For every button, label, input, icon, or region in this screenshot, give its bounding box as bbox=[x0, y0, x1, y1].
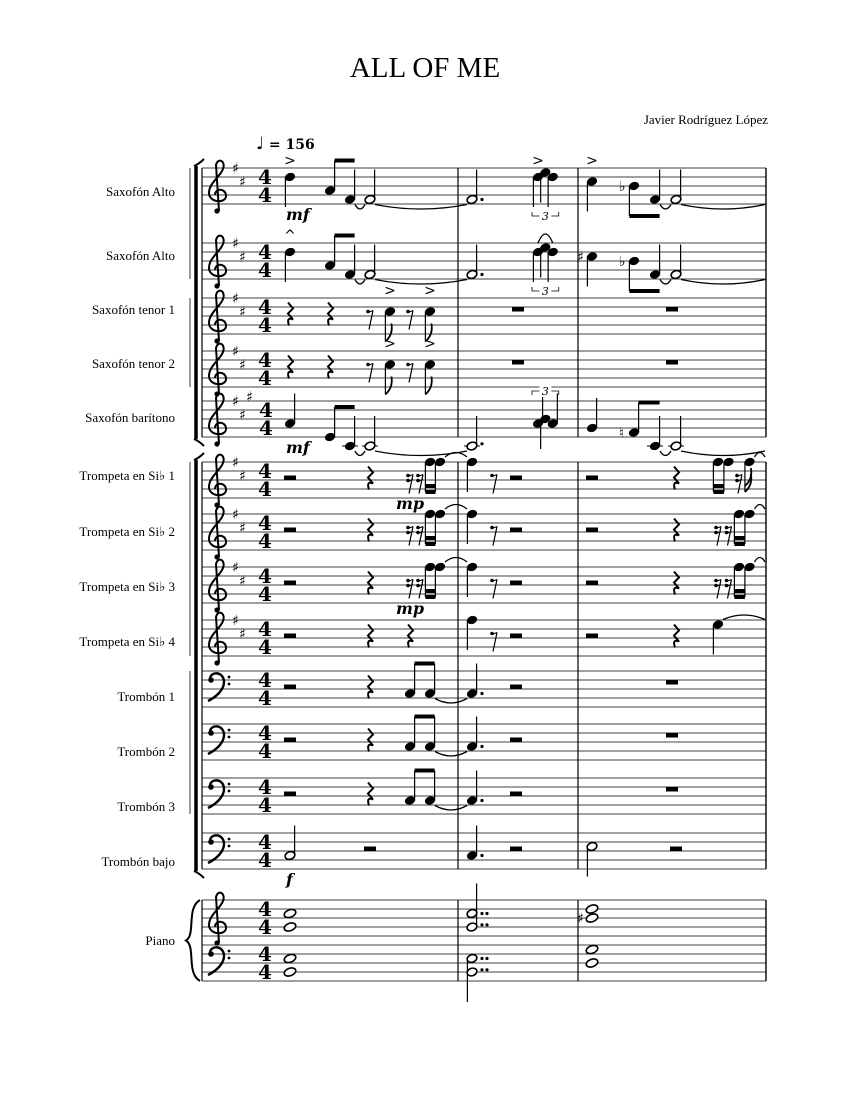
time-signature: 4 bbox=[258, 915, 272, 939]
accent-icon: > bbox=[586, 153, 598, 169]
key-signature-sharp-icon: ♯ bbox=[232, 344, 239, 360]
note-flag bbox=[385, 377, 391, 395]
tie bbox=[435, 806, 467, 811]
quarter-rest-icon bbox=[368, 519, 373, 542]
quarter-rest-icon bbox=[328, 303, 333, 326]
augmentation-dot bbox=[485, 912, 488, 915]
bass-clef-icon bbox=[208, 951, 214, 957]
tie bbox=[660, 205, 671, 210]
augmentation-dot bbox=[480, 968, 483, 971]
key-signature-sharp-icon: ♯ bbox=[239, 626, 246, 643]
key-signature-sharp-icon: ♯ bbox=[232, 560, 239, 576]
instrument-label: Trombón bajo bbox=[101, 854, 175, 869]
key-signature-sharp-icon: ♯ bbox=[239, 304, 246, 321]
half-rest-icon bbox=[510, 476, 522, 481]
treble-clef-icon bbox=[214, 208, 219, 213]
whole-rest-icon bbox=[666, 733, 678, 738]
staff bbox=[202, 385, 766, 457]
half-rest-icon bbox=[364, 847, 376, 852]
staff bbox=[202, 613, 766, 666]
half-rest-icon bbox=[284, 792, 296, 797]
quarter-rest-icon bbox=[368, 467, 373, 490]
half-rest-icon bbox=[586, 581, 598, 586]
staff bbox=[202, 717, 766, 764]
instrument-label: Trompeta en Si♭ 4 bbox=[79, 634, 175, 649]
note-head bbox=[585, 944, 599, 955]
staff bbox=[202, 336, 766, 397]
half-rest-icon bbox=[284, 476, 296, 481]
accent-icon: > bbox=[424, 336, 436, 352]
augmentation-dot bbox=[480, 912, 483, 915]
note-head bbox=[283, 921, 297, 932]
quarter-rest-icon bbox=[328, 356, 333, 379]
piano-brace bbox=[186, 900, 200, 981]
time-signature: 4 bbox=[258, 477, 272, 501]
half-rest-icon bbox=[510, 792, 522, 797]
tuplet-number: 3 bbox=[541, 285, 549, 298]
instrument-label: Trompeta en Si♭ 2 bbox=[79, 524, 175, 539]
half-rest-icon bbox=[284, 581, 296, 586]
rest-stem bbox=[409, 580, 413, 599]
quarter-rest-icon bbox=[368, 625, 373, 648]
time-signature: 4 bbox=[258, 686, 272, 710]
half-rest-icon bbox=[510, 528, 522, 533]
tie bbox=[355, 205, 365, 210]
rest-stem bbox=[409, 527, 413, 546]
instrument-label: Saxofón Alto bbox=[106, 248, 175, 263]
tie bbox=[435, 752, 467, 757]
key-signature-sharp-icon: ♯ bbox=[232, 236, 239, 252]
time-signature: 4 bbox=[258, 739, 272, 763]
key-signature-sharp-icon: ♯ bbox=[232, 291, 239, 307]
time-signature: 4 bbox=[258, 295, 272, 319]
bass-clef-dot bbox=[228, 683, 231, 686]
bass-clef-dot bbox=[228, 729, 231, 732]
time-signature: 4 bbox=[259, 398, 273, 422]
bracket-hook bbox=[194, 871, 204, 878]
tie bbox=[681, 205, 765, 210]
accidental-icon: ♯ bbox=[577, 911, 584, 927]
rest-stem bbox=[738, 475, 742, 494]
rest-stem bbox=[717, 527, 721, 546]
instrument-label: Saxofón Alto bbox=[106, 184, 175, 199]
tie bbox=[445, 558, 467, 563]
accidental-icon: ♮ bbox=[619, 425, 625, 442]
bass-clef-dot bbox=[228, 845, 231, 848]
rest-stem bbox=[493, 633, 497, 652]
instrument-label: Saxofón tenor 2 bbox=[91, 356, 175, 371]
time-signature: 4 bbox=[258, 529, 272, 553]
tie bbox=[755, 558, 766, 563]
instrument-label: Saxofón barítono bbox=[85, 410, 175, 425]
rest-stem bbox=[419, 527, 423, 546]
treble-clef-icon bbox=[214, 660, 219, 665]
quarter-rest-icon bbox=[408, 625, 413, 648]
tie bbox=[660, 280, 671, 285]
bass-clef-icon bbox=[208, 677, 214, 683]
key-signature-sharp-icon: ♯ bbox=[232, 613, 239, 629]
tempo-value: = 156 bbox=[268, 137, 315, 153]
key-signature-sharp-icon: ♯ bbox=[232, 455, 239, 471]
dynamic-marking: mp bbox=[396, 599, 425, 618]
bass-clef-icon bbox=[208, 839, 214, 845]
half-rest-icon bbox=[510, 581, 522, 586]
tuplet-number: 3 bbox=[541, 210, 549, 223]
half-rest-icon bbox=[670, 847, 682, 852]
accidental-icon: ♭ bbox=[619, 254, 626, 270]
staff bbox=[202, 505, 766, 560]
bracket-hook bbox=[194, 439, 204, 446]
tie bbox=[355, 451, 365, 456]
time-signature: 4 bbox=[258, 793, 272, 817]
whole-rest-icon bbox=[512, 307, 524, 312]
tie bbox=[755, 505, 766, 510]
staff bbox=[202, 228, 766, 298]
key-signature-sharp-icon: ♯ bbox=[239, 407, 246, 424]
time-signature: 4 bbox=[258, 942, 272, 966]
half-rest-icon bbox=[586, 634, 598, 639]
tie bbox=[681, 280, 765, 285]
augmentation-dot bbox=[480, 923, 483, 926]
note-head bbox=[585, 903, 599, 914]
time-signature: 4 bbox=[258, 775, 272, 799]
time-signature: 4 bbox=[258, 617, 272, 641]
accent-icon: > bbox=[384, 336, 396, 352]
accent-icon: > bbox=[284, 153, 296, 169]
key-signature-sharp-icon: ♯ bbox=[232, 394, 239, 410]
quarter-rest-icon bbox=[674, 467, 679, 490]
marcato-icon: ^ bbox=[284, 228, 296, 244]
tie bbox=[723, 615, 765, 620]
whole-rest-icon bbox=[666, 360, 678, 365]
half-rest-icon bbox=[510, 634, 522, 639]
quarter-rest-icon bbox=[288, 303, 293, 326]
accidental-icon: ♯ bbox=[577, 249, 584, 266]
quarter-rest-icon bbox=[288, 356, 293, 379]
time-signature: 4 bbox=[258, 830, 272, 854]
quarter-rest-icon bbox=[368, 676, 373, 699]
time-signature: 4 bbox=[258, 635, 272, 659]
instrument-label: Saxofón tenor 1 bbox=[91, 302, 175, 317]
tie bbox=[355, 280, 365, 285]
time-signature: 4 bbox=[258, 668, 272, 692]
bass-clef-dot bbox=[228, 676, 231, 679]
rest-stem bbox=[419, 475, 423, 494]
instrument-label: Trompeta en Si♭ 1 bbox=[79, 468, 175, 483]
bass-clef-icon bbox=[208, 730, 214, 736]
staff bbox=[202, 453, 766, 514]
key-signature-sharp-icon: ♯ bbox=[239, 573, 246, 590]
augmentation-dot bbox=[480, 273, 483, 276]
tie bbox=[445, 505, 467, 510]
rest-stem bbox=[728, 527, 732, 546]
instrument-label: Trombón 1 bbox=[117, 689, 175, 704]
key-signature-sharp-icon: ♯ bbox=[239, 520, 246, 537]
augmentation-dot bbox=[480, 799, 483, 802]
accent-icon: > bbox=[532, 153, 544, 169]
accent-icon: > bbox=[384, 283, 396, 299]
instrument-label: Trombón 2 bbox=[117, 744, 175, 759]
treble-clef-icon bbox=[214, 441, 219, 446]
note-flag bbox=[425, 377, 431, 395]
key-signature-sharp-icon: ♯ bbox=[232, 161, 239, 177]
key-signature-sharp-icon: ♯ bbox=[239, 174, 246, 191]
quarter-rest-icon bbox=[674, 519, 679, 542]
staff bbox=[202, 884, 766, 946]
rest-stem bbox=[369, 364, 373, 383]
half-rest-icon bbox=[510, 738, 522, 743]
dynamic-marking: mf bbox=[286, 205, 310, 224]
whole-rest-icon bbox=[666, 307, 678, 312]
quarter-rest-icon bbox=[674, 625, 679, 648]
tie bbox=[660, 451, 671, 456]
accidental-icon: ♭ bbox=[619, 179, 626, 195]
augmentation-dot bbox=[480, 854, 483, 857]
rest-stem bbox=[717, 580, 721, 599]
rest-stem bbox=[369, 311, 373, 330]
slur bbox=[538, 234, 553, 243]
rest-stem bbox=[419, 580, 423, 599]
note-head bbox=[585, 957, 599, 968]
instrument-label: Trompeta en Si♭ 3 bbox=[79, 579, 175, 594]
time-signature: 4 bbox=[258, 459, 272, 483]
quarter-rest-icon bbox=[368, 729, 373, 752]
tuplet-number: 3 bbox=[541, 385, 549, 398]
quarter-rest-icon bbox=[368, 783, 373, 806]
instrument-label: Piano bbox=[145, 933, 175, 948]
half-rest-icon bbox=[586, 528, 598, 533]
rest-stem bbox=[728, 580, 732, 599]
time-signature: 4 bbox=[258, 960, 272, 984]
key-signature-sharp-icon: ♯ bbox=[239, 468, 246, 485]
time-signature: 4 bbox=[258, 564, 272, 588]
rest-stem bbox=[493, 475, 497, 494]
bass-clef-icon bbox=[208, 784, 214, 790]
bass-clef-dot bbox=[228, 950, 231, 953]
staff bbox=[202, 771, 766, 818]
time-signature: 4 bbox=[258, 511, 272, 535]
staff bbox=[202, 826, 766, 890]
half-rest-icon bbox=[510, 685, 522, 690]
bass-clef-dot bbox=[228, 736, 231, 739]
time-signature: 4 bbox=[258, 313, 272, 337]
augmentation-dot bbox=[480, 957, 483, 960]
augmentation-dot bbox=[485, 923, 488, 926]
key-signature-sharp-icon: ♯ bbox=[246, 389, 253, 406]
half-rest-icon bbox=[586, 476, 598, 481]
quarter-rest-icon bbox=[674, 572, 679, 595]
time-signature: 4 bbox=[258, 848, 272, 872]
rest-stem bbox=[493, 580, 497, 599]
time-signature: 4 bbox=[258, 721, 272, 745]
dynamic-marking: f bbox=[286, 870, 293, 889]
note-head bbox=[585, 912, 599, 923]
whole-rest-icon bbox=[512, 360, 524, 365]
staff bbox=[202, 664, 766, 711]
rest-stem bbox=[409, 311, 413, 330]
augmentation-dot bbox=[485, 968, 488, 971]
augmentation-dot bbox=[485, 957, 488, 960]
tie bbox=[375, 205, 467, 210]
staff bbox=[202, 283, 766, 344]
staff bbox=[202, 153, 766, 224]
tie bbox=[435, 699, 467, 704]
half-rest-icon bbox=[510, 847, 522, 852]
key-signature-sharp-icon: ♯ bbox=[239, 357, 246, 374]
instrument-label: Trombón 3 bbox=[117, 799, 175, 814]
rest-stem bbox=[409, 475, 413, 494]
note-head bbox=[283, 953, 297, 964]
time-signature: 4 bbox=[259, 416, 273, 440]
dynamic-marking: mf bbox=[286, 438, 310, 457]
whole-rest-icon bbox=[666, 787, 678, 792]
tie bbox=[681, 451, 765, 456]
quarter-note-icon: ♩ bbox=[256, 134, 265, 154]
staff bbox=[202, 942, 766, 1002]
augmentation-dot bbox=[480, 198, 483, 201]
treble-clef-icon bbox=[214, 283, 219, 288]
staff bbox=[202, 558, 766, 619]
key-signature-sharp-icon: ♯ bbox=[239, 249, 246, 266]
bracket-hook bbox=[194, 159, 204, 166]
time-signature: 4 bbox=[258, 258, 272, 282]
quarter-rest-icon bbox=[368, 572, 373, 595]
time-signature: 4 bbox=[258, 165, 272, 189]
bass-clef-dot bbox=[228, 957, 231, 960]
time-signature: 4 bbox=[258, 348, 272, 372]
bass-clef-dot bbox=[228, 790, 231, 793]
dynamic-marking: mp bbox=[396, 494, 425, 513]
time-signature: 4 bbox=[258, 240, 272, 264]
half-rest-icon bbox=[284, 528, 296, 533]
key-signature-sharp-icon: ♯ bbox=[232, 507, 239, 523]
time-signature: 4 bbox=[258, 897, 272, 921]
time-signature: 4 bbox=[258, 582, 272, 606]
bass-clef-dot bbox=[228, 838, 231, 841]
augmentation-dot bbox=[480, 442, 483, 445]
note-head bbox=[283, 966, 297, 977]
composer: Javier Rodríguez López bbox=[643, 112, 768, 127]
whole-rest-icon bbox=[666, 680, 678, 685]
rest-stem bbox=[409, 364, 413, 383]
time-signature: 4 bbox=[258, 366, 272, 390]
rest-stem bbox=[493, 527, 497, 546]
score-title: ALL OF ME bbox=[349, 52, 501, 84]
note-head bbox=[283, 908, 297, 919]
half-rest-icon bbox=[284, 685, 296, 690]
augmentation-dot bbox=[480, 745, 483, 748]
half-rest-icon bbox=[284, 738, 296, 743]
time-signature: 4 bbox=[258, 183, 272, 207]
half-rest-icon bbox=[284, 634, 296, 639]
bass-clef-dot bbox=[228, 783, 231, 786]
accent-icon: > bbox=[424, 283, 436, 299]
augmentation-dot bbox=[480, 692, 483, 695]
bracket-hook bbox=[194, 453, 204, 460]
